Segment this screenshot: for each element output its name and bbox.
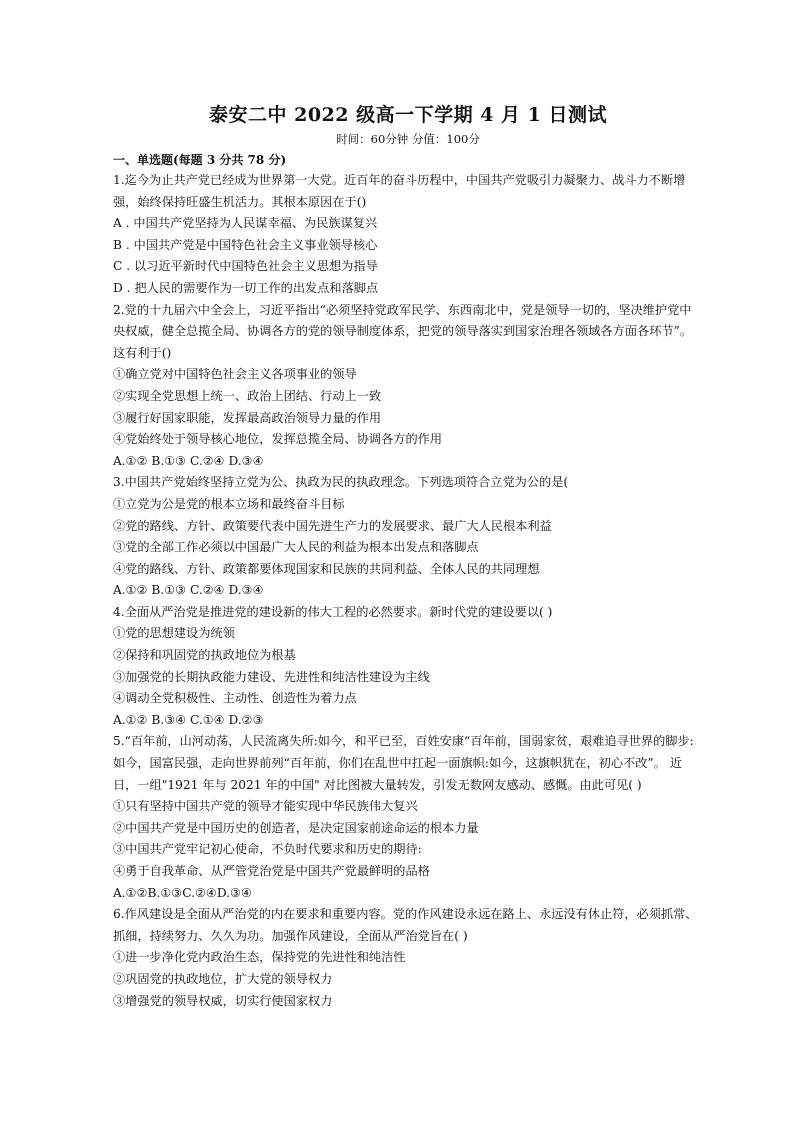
answer-option: A.①② B.③④ C.①④ D.②③ <box>113 712 264 727</box>
answer-option: ③加强党的长期执政能力建设、先进性和纯洁性建设为主线 <box>113 669 430 684</box>
answer-option: B . 中国共产党是中国特色社会主义事业领导核心 <box>113 237 378 252</box>
exam-meta: 时间：60分钟 分值：100分 <box>336 132 480 146</box>
answer-option: ③中国共产党牢记初心使命，不负时代要求和历史的期待: <box>113 842 422 857</box>
answer-option: A.①②B.①③C.②④D.③④ <box>113 885 252 900</box>
answer-option: ③增强党的领导权威，切实行使国家权力 <box>113 993 333 1008</box>
question-stem: 1.迄今为止共产党已经成为世界第一大党。近百年的奋斗历程中，中国共产党吸引力凝聚力、战斗力不断增强，始终保持旺盛生机活力。其根本原因在于() <box>113 173 686 209</box>
question-stem: 6.作风建设是全面从严治党的内在要求和重要内容。党的作风建设永远在路上、永远没有休止符，必须抓常、抓细，持续努力、久久为功。加强作风建设，全面从严治党旨在( ) <box>113 907 698 943</box>
answer-option: ④勇于自我革命、从严管党治党是中国共产党最鲜明的品格 <box>113 864 430 878</box>
question-1 <box>113 170 703 300</box>
answer-option: ④调动全党积极性、主动性、创造性为着力点 <box>113 691 357 706</box>
question-list <box>113 170 703 1012</box>
question-stem: 3.中国共产党始终坚持立党为公、执政为民的执政理念。下列选项符合立党为公的是( <box>113 475 569 490</box>
answer-option: ②中国共产党是中国历史的创造者，是决定国家前途命运的根本力量 <box>113 820 479 835</box>
answer-option: ③党的全部工作必须以中国最广大人民的利益为根本出发点和落脚点 <box>113 540 479 555</box>
answer-option: ②巩固党的执政地位，扩大党的领导权力 <box>113 971 333 986</box>
answer-option: ①党的思想建设为统领 <box>113 626 235 641</box>
question-6 <box>113 904 703 1012</box>
answer-option: ②党的路线、方针、政策要代表中国先进生产力的发展要求、最广大人民根本利益 <box>113 518 552 533</box>
answer-option: ①立党为公是党的根本立场和最终奋斗目标 <box>113 496 345 511</box>
answer-option: C . 以习近平新时代中国特色社会主义思想为指导 <box>113 259 378 274</box>
answer-option: ①只有坚持中国共产党的领导才能实现中华民族伟大复兴 <box>113 799 418 814</box>
question-stem: 4.全面从严治党是推进党的建设新的伟大工程的必然要求。新时代党的建设要以( ) <box>113 604 553 619</box>
answer-option: A . 中国共产党坚持为人民谋幸福、为民族谋复兴 <box>113 216 378 231</box>
answer-option: ④党的路线、方针、政策都要体现国家和民族的共同利益、全体人民的共同理想 <box>113 561 540 576</box>
answer-option: A.①② B.①③ C.②④ D.③④ <box>113 453 264 468</box>
exam-title: 泰安二中 2022 级高一下学期 4 月 1 日测试 <box>208 104 607 126</box>
question-4 <box>113 602 703 732</box>
answer-option: ②实现全党思想上统一、政治上团结、行动上一致 <box>113 388 382 403</box>
question-stem: 2.党的十九届六中全会上，习近平指出“必须坚持党政军民学、东西南北中，党是领导一切的，坚决维护党中央权威，健全总揽全局、协调各方的党的领导制度体系，把党的领导落实到国家治理各领域各方面各环节”。这有利于() <box>113 302 693 360</box>
answer-option: ④党始终处于领导核心地位，发挥总揽全局、协调各方的作用 <box>113 432 443 447</box>
answer-option: A.①② B.①③ C.②④ D.③④ <box>113 583 264 598</box>
answer-option: ③履行好国家职能，发挥最高政治领导力量的作用 <box>113 410 382 425</box>
section-heading: 一、单选题(每题 3 分共 78 分) <box>113 153 287 167</box>
answer-option: ①确立党对中国特色社会主义各项事业的领导 <box>113 367 357 382</box>
question-3 <box>113 472 703 602</box>
question-2 <box>113 300 703 473</box>
exam-page <box>113 100 703 1012</box>
answer-option: ①进一步净化党内政治生态，保持党的先进性和纯洁性 <box>113 950 406 965</box>
answer-option: D . 把人民的需要作为一切工作的出发点和落脚点 <box>113 280 379 295</box>
question-stem: 5.“百年前，山河动荡，人民流离失所:如今，和平已至，百姓安康“百年前，国弱家贫，艰难追寻世界的脚步:如今，国富民强，走向世界前列“百年前，你们在乱世中扛起一面旗帜:如今，这旗帜犹在，初心不改”。 近日，一组"1921 年与 2021 年的中国" 对比图被大量转发，引发无数网友感动、感慨。由此可见( ) <box>113 734 694 792</box>
question-5 <box>113 731 703 904</box>
answer-option: ②保持和巩固党的执政地位为根基 <box>113 648 296 663</box>
